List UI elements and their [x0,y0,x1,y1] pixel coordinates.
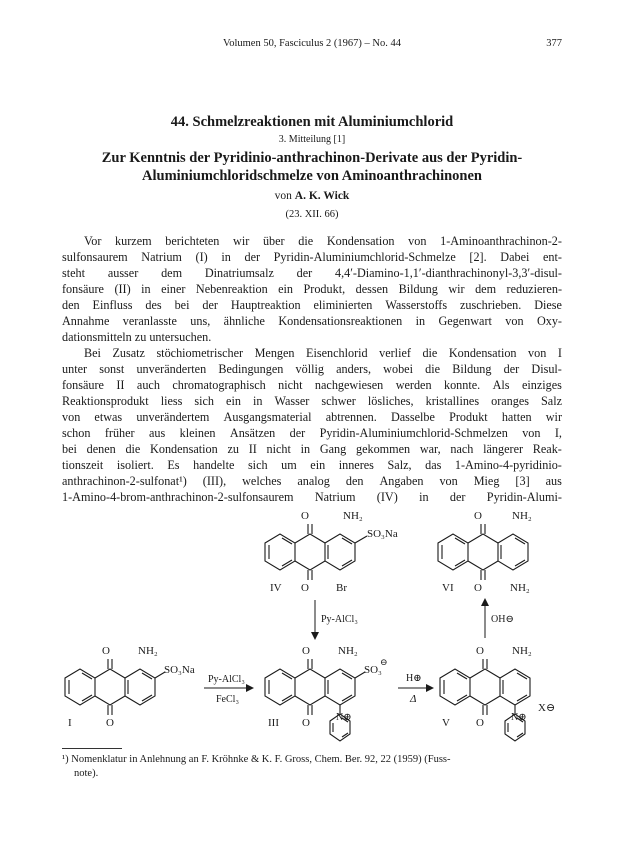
body-line: von etwas unverändertem Ausgangsmaterial abtrennen. Dasselbe Produkt hatten wir [62,410,562,424]
III-sulfonate: SO₃ [364,664,382,676]
byline [62,190,562,202]
paper-title [62,149,562,185]
IV-bromo: Br [336,582,347,594]
footnote-marker: ¹) [62,754,69,765]
body-text [62,233,562,505]
I-carbonyl-top: O [102,645,110,657]
VI-amino-bottom: NH₂ [510,582,530,594]
article-subheading: 3. Mitteilung [1] [278,134,346,145]
footnote-line-1 [62,753,562,767]
page-number: 377 [546,38,562,49]
IV-sulfonate: SO₃Na [367,528,398,540]
body-line: unter sonst unveränderten Bedingungen völlig anders, wobei die Bildung der Disul- [62,362,562,376]
body-line: dationsmitteln zu untersuchen. [62,330,212,344]
reaction-scheme [60,505,570,745]
running-title: Volumen 50, Fasciculus 2 (1967) – No. 44 [222,38,401,49]
I-carbonyl-bottom: O [106,717,114,729]
III-label: III [268,717,279,729]
body-line: Annahme veranlasste uns, ähnliche Kondensationsreaktionen in Gegenwart von Oxy- [62,314,562,328]
IV-label: IV [270,582,282,594]
VI-carbonyl-bottom: O [474,582,482,594]
footnote-rule [62,748,122,749]
received-date: (23. XII. 66) [285,209,339,220]
arrow-III-to-V [398,673,434,705]
arrow-III-V-acid: H⊕ [406,673,422,684]
body-line: sulfonsaurem Natrium (I) in der Pyridin-Aluminiumchlorid-Schmelze [2]. Dabei ent- [62,250,562,264]
body-line: bei denen die Kondensation zu II nicht in Gang gekommen war, nach längerer Reak- [62,442,562,456]
arrow-up-reagent: OH⊖ [491,614,514,625]
body-line: fonsäure (II) in einer Nebenreaktion ein Produkt, dessen Bildung wir dem reduzieren- [62,282,562,296]
VI-amino-top: NH₂ [512,510,532,522]
body-line: anthrachinon-2-sulfonat¹) (III), welches analog den Angaben von Mieg [3] aus [62,474,562,488]
footnote-line-2: note). [74,768,99,779]
IV-amino: NH₂ [343,510,363,522]
arrow-V-to-VI [481,598,514,638]
arrow-down-reagent: Py-AlCl₃ [321,614,358,625]
byline-von: von [274,190,292,202]
body-line: den Einfluss des bei der Hauptreaktion eliminierten Wasserstoffs zuschrieben. Diese [62,298,562,312]
V-counterion: X⊖ [538,702,556,714]
I-sulfonate: SO₃Na [164,664,195,676]
V-carbonyl-bottom: O [476,717,484,729]
III-pyridinium-n: N⊕ [336,712,352,723]
III-carbonyl-top: O [302,645,310,657]
VI-label: VI [442,582,454,594]
compound-V [440,645,555,741]
compound-VI [438,510,532,594]
author-name: A. K. Wick [294,190,350,202]
III-amino: NH₂ [338,645,358,657]
compound-IV [265,510,398,594]
V-amino: NH₂ [512,645,532,657]
arrow-I-to-III [204,674,254,705]
arrow-III-V-heat: Δ [410,693,417,705]
V-label: V [442,717,450,729]
IV-carbonyl-bottom: O [301,582,309,594]
VI-carbonyl-top: O [474,510,482,522]
arrow-IV-to-III [311,600,358,640]
body-line: 1-Amino-4-brom-anthrachinon-2-sulfonsaurem Natrium (IV) in der Pyridin-Alumi- [62,490,562,504]
running-header [62,38,562,52]
footnote-text-1: Nomenklatur in Anlehnung an F. Kröhnke & K. F. Gross, Chem. Ber. 92, 22 (1959) (Fuss- [71,754,451,765]
body-line: fonsäure II auch chromatographisch nicht nachgewiesen werden konnte. Als einziges [62,378,562,392]
compound-I [65,645,195,729]
body-line: tionszeit isoliert. Es handelte sich um ein inneres Salz, das 1-Amino-4-pyridinio- [62,458,562,472]
body-line: schon früher aus kleinen Ansätzen der Pyridin-Aluminiumchlorid-Schmelzen von I, [62,426,562,440]
compound-III [265,645,388,741]
footnote [62,753,562,781]
paper-title-line-2: Aluminiumchloridschmelze von Aminoanthrachinonen [142,168,482,184]
IV-carbonyl-top: O [301,510,309,522]
V-carbonyl-top: O [476,645,484,657]
III-negative-charge: ⊖ [380,657,388,667]
body-line: Bei Zusatz stöchiometrischer Mengen Eisenchlorid verlief die Kondensation von I [84,346,562,360]
body-line: steht ausser dem Dinatriumsalz der 4,4′-Diamino-1,1′-dianthrachinonyl-3,3′-disul- [62,266,562,280]
body-line: Vor kurzem berichteten wir über die Kondensation von 1-Aminoanthrachinon-2- [84,234,562,248]
III-carbonyl-bottom: O [302,717,310,729]
I-amino: NH₂ [138,645,158,657]
article-heading: 44. Schmelzreaktionen mit Aluminiumchlorid [170,114,454,130]
arrow-I-III-oxidant: FeCl₃ [216,694,239,705]
body-line: Reaktionsprodukt liess sich ein in Wasser schwer lösliches, kristallines oranges Salz [62,394,562,408]
arrow-I-III-reagent: Py-AlCl₃ [208,674,245,685]
paper-title-line-1: Zur Kenntnis der Pyridinio-anthrachinon-Derivate aus der Pyridin- [101,150,523,166]
I-label: I [68,717,72,729]
V-pyridinium-n: N⊕ [511,712,527,723]
